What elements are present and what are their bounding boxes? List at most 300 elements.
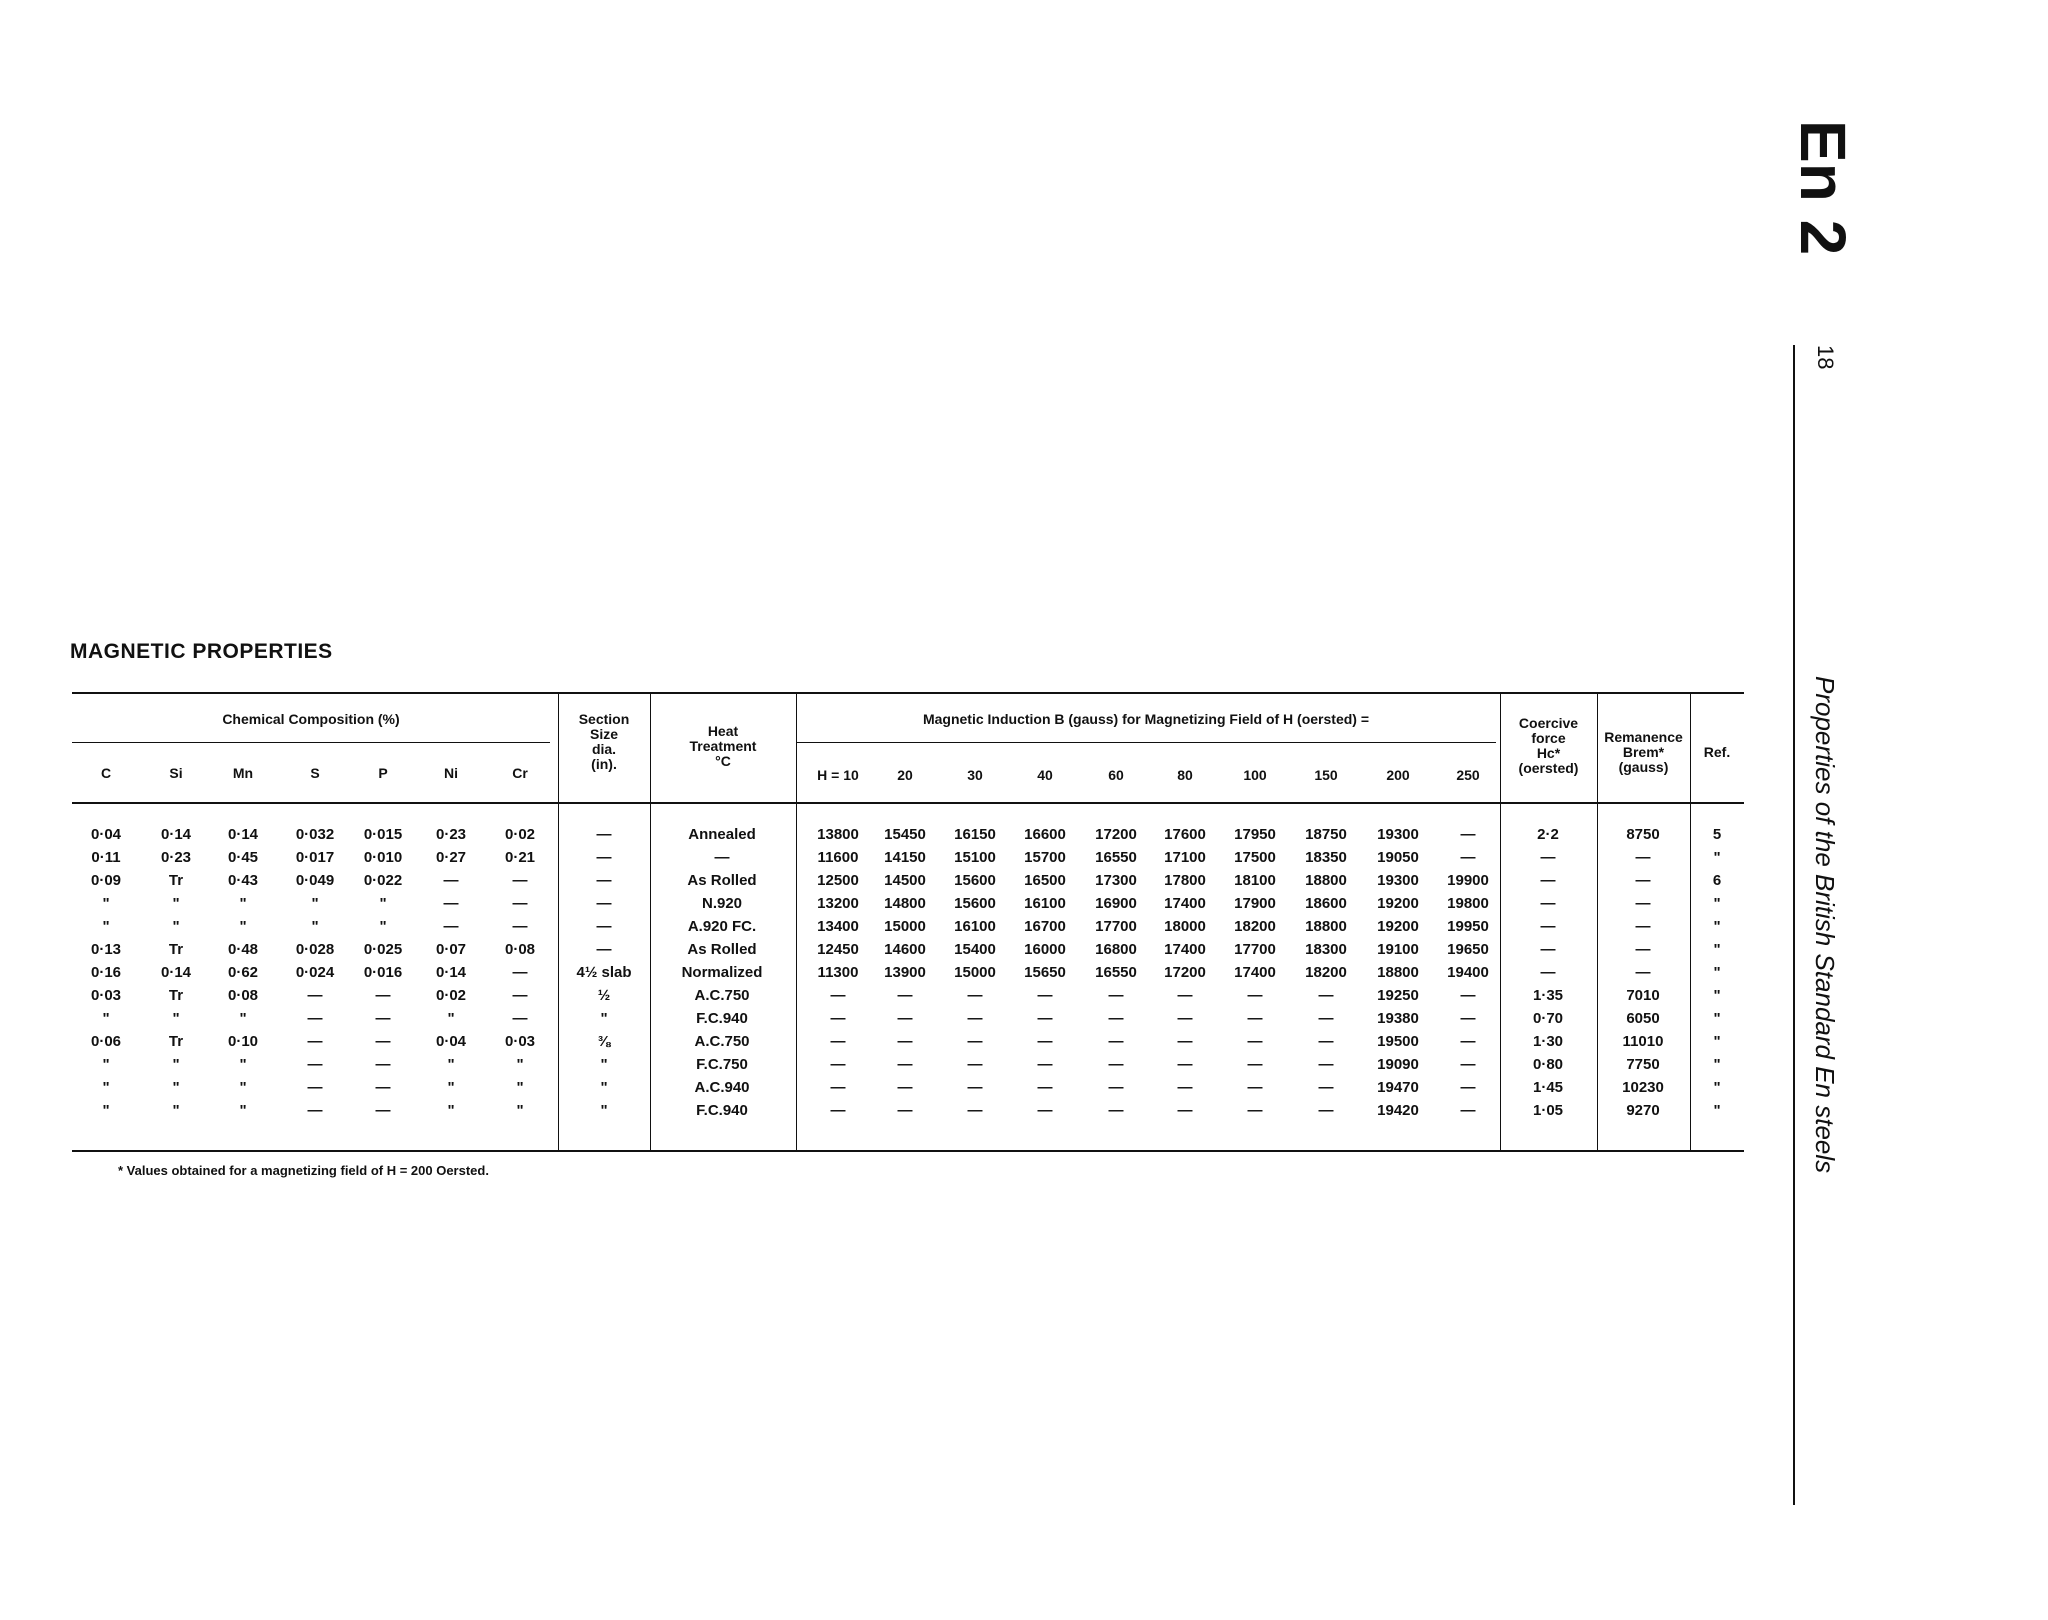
table-cell: — bbox=[897, 987, 913, 1004]
table-cell: 15000 bbox=[954, 964, 996, 981]
section-line-3: dia. bbox=[591, 741, 617, 757]
table-cell: 13400 bbox=[817, 918, 859, 935]
table-cell: 0·04 bbox=[90, 826, 122, 843]
section-size-header bbox=[558, 712, 650, 772]
table-cell: 16700 bbox=[1024, 918, 1066, 935]
table-cell: — bbox=[307, 1102, 323, 1119]
table-cell: 17950 bbox=[1234, 826, 1276, 843]
table-cell: — bbox=[443, 895, 459, 912]
table-cell: 0·049 bbox=[295, 872, 335, 889]
table-cell: — bbox=[512, 895, 528, 912]
table-cell: — bbox=[1540, 941, 1556, 958]
table-cell: " bbox=[102, 895, 110, 912]
table-cell: 1·45 bbox=[1532, 1079, 1564, 1096]
table-cell: — bbox=[967, 1056, 983, 1073]
table-cell: — bbox=[512, 1010, 528, 1027]
table-cell: 5 bbox=[1712, 826, 1722, 843]
table-cell: — bbox=[1318, 1056, 1334, 1073]
table-cell: " bbox=[1713, 1010, 1721, 1027]
table-cell: 19090 bbox=[1377, 1056, 1419, 1073]
table-cell: — bbox=[1247, 1079, 1263, 1096]
table-cell: " bbox=[379, 918, 387, 935]
table-cell: 13200 bbox=[817, 895, 859, 912]
table-cell: 0·032 bbox=[295, 826, 335, 843]
footnote: * Values obtained for a magnetizing field of H = 200 Oersted. bbox=[118, 1163, 489, 1178]
table-cell: 4½ slab bbox=[576, 964, 632, 981]
table-cell: — bbox=[1460, 1033, 1476, 1050]
table-cell: 19400 bbox=[1447, 964, 1489, 981]
page-number: 18 bbox=[1813, 345, 1838, 370]
table-cell: — bbox=[512, 918, 528, 935]
chem-col-header-si: Si bbox=[169, 765, 183, 781]
table-cell: — bbox=[596, 849, 612, 866]
steel-designation-title: En 2 bbox=[1787, 120, 1859, 256]
table-cell: 0·13 bbox=[90, 941, 122, 958]
table-cell: " bbox=[1713, 895, 1721, 912]
table-cell: " bbox=[239, 1102, 247, 1119]
table-cell: — bbox=[1108, 1102, 1124, 1119]
table-cell: 19470 bbox=[1377, 1079, 1419, 1096]
table-cell: — bbox=[443, 918, 459, 935]
table-cell: — bbox=[1177, 1079, 1193, 1096]
remanence-header bbox=[1597, 730, 1690, 775]
table-cell: — bbox=[307, 987, 323, 1004]
table-cell: — bbox=[1460, 1010, 1476, 1027]
table-cell: 0·27 bbox=[435, 849, 467, 866]
table-cell: 15400 bbox=[954, 941, 996, 958]
table-cell: " bbox=[1713, 1079, 1721, 1096]
table-cell: 19100 bbox=[1377, 941, 1419, 958]
table-cell: 16100 bbox=[1024, 895, 1066, 912]
table-cell: A.C.750 bbox=[694, 1033, 750, 1050]
table-cell: 0·10 bbox=[227, 1033, 259, 1050]
table-cell: Tr bbox=[168, 941, 184, 958]
table-cell: — bbox=[1247, 1010, 1263, 1027]
table-cell: — bbox=[1540, 964, 1556, 981]
h-col-header: 150 bbox=[1314, 767, 1338, 783]
table-cell: As Rolled bbox=[687, 941, 757, 958]
table-cell: — bbox=[897, 1010, 913, 1027]
table-cell: — bbox=[967, 1079, 983, 1096]
table-cell: 14150 bbox=[884, 849, 926, 866]
table-cell: 17800 bbox=[1164, 872, 1206, 889]
table-cell: — bbox=[1460, 1056, 1476, 1073]
remanence-line-1: Remanence bbox=[1604, 729, 1683, 745]
coercive-line-2: force bbox=[1531, 730, 1566, 746]
table-cell: " bbox=[1713, 941, 1721, 958]
table-cell: 18000 bbox=[1164, 918, 1206, 935]
table-cell: 19950 bbox=[1447, 918, 1489, 935]
table-cell: 19800 bbox=[1447, 895, 1489, 912]
table-cell: 17600 bbox=[1164, 826, 1206, 843]
table-cell: " bbox=[172, 895, 180, 912]
table-cell: 9270 bbox=[1626, 1102, 1660, 1119]
h-col-header: 20 bbox=[897, 767, 913, 783]
table-cell: 15000 bbox=[884, 918, 926, 935]
table-cell: 11300 bbox=[817, 964, 859, 981]
table-cell: " bbox=[447, 1102, 455, 1119]
coercive-force-header bbox=[1500, 716, 1597, 776]
table-cell: — bbox=[1460, 1102, 1476, 1119]
table-cell: 18200 bbox=[1305, 964, 1347, 981]
table-cell: — bbox=[596, 872, 612, 889]
table-cell: 1·05 bbox=[1532, 1102, 1564, 1119]
table-cell: 18800 bbox=[1377, 964, 1419, 981]
table-cell: 0·017 bbox=[295, 849, 335, 866]
table-cell: Tr bbox=[168, 987, 184, 1004]
book-title: Properties of the British Standard En steels bbox=[1810, 676, 1840, 1174]
table-cell: — bbox=[1037, 1010, 1053, 1027]
table-cell: " bbox=[1713, 918, 1721, 935]
table-cell: 13900 bbox=[884, 964, 926, 981]
table-cell: 0·23 bbox=[160, 849, 192, 866]
table-cell: 18800 bbox=[1305, 918, 1347, 935]
table-cell: — bbox=[830, 1079, 846, 1096]
table-cell: 15600 bbox=[954, 895, 996, 912]
table-cell: 0·43 bbox=[227, 872, 259, 889]
table-cell: " bbox=[102, 918, 110, 935]
table-cell: 0·010 bbox=[363, 849, 403, 866]
table-cell: — bbox=[830, 1056, 846, 1073]
table-cell: 14500 bbox=[884, 872, 926, 889]
table-cell: 19420 bbox=[1377, 1102, 1419, 1119]
coercive-line-3: Hc* bbox=[1536, 745, 1561, 761]
table-cell: " bbox=[600, 1010, 608, 1027]
table-cell: 17700 bbox=[1234, 941, 1276, 958]
table-cell: " bbox=[102, 1079, 110, 1096]
table-cell: A.C.940 bbox=[694, 1079, 750, 1096]
table-cell: 19300 bbox=[1377, 872, 1419, 889]
table-cell: 0·06 bbox=[90, 1033, 122, 1050]
table-cell: 0·14 bbox=[435, 964, 467, 981]
table-cell: — bbox=[1318, 987, 1334, 1004]
table-cell: " bbox=[102, 1010, 110, 1027]
table-cell: 16000 bbox=[1024, 941, 1066, 958]
coercive-line-4: (oersted) bbox=[1518, 760, 1579, 776]
table-cell: " bbox=[1713, 964, 1721, 981]
table-cell: — bbox=[1635, 918, 1651, 935]
table-cell: — bbox=[375, 1079, 391, 1096]
table-cell: " bbox=[239, 918, 247, 935]
table-cell: " bbox=[379, 895, 387, 912]
table-cell: 17200 bbox=[1164, 964, 1206, 981]
table-cell: " bbox=[311, 895, 319, 912]
table-cell: 7010 bbox=[1626, 987, 1660, 1004]
table-cell: — bbox=[1635, 941, 1651, 958]
table-cell: 0·62 bbox=[227, 964, 259, 981]
table-cell: 15100 bbox=[954, 849, 996, 866]
table-cell: 18100 bbox=[1234, 872, 1276, 889]
table-cell: 0·80 bbox=[1532, 1056, 1564, 1073]
table-cell: — bbox=[307, 1033, 323, 1050]
table-bottom-rule bbox=[72, 1150, 1744, 1152]
table-cell: " bbox=[516, 1056, 524, 1073]
table-cell: " bbox=[311, 918, 319, 935]
table-cell: 18300 bbox=[1305, 941, 1347, 958]
table-cell: — bbox=[830, 1102, 846, 1119]
table-cell: — bbox=[1037, 1079, 1053, 1096]
table-cell: — bbox=[375, 1010, 391, 1027]
table-cell: 0·14 bbox=[227, 826, 259, 843]
table-cell: " bbox=[447, 1056, 455, 1073]
table-cell: 17700 bbox=[1095, 918, 1137, 935]
h-col-header: 60 bbox=[1108, 767, 1124, 783]
section-line-4: (in). bbox=[591, 756, 617, 772]
table-cell: — bbox=[1177, 1010, 1193, 1027]
table-cell: — bbox=[1108, 1079, 1124, 1096]
table-cell: — bbox=[596, 895, 612, 912]
table-cell: " bbox=[239, 895, 247, 912]
table-cell: 6050 bbox=[1626, 1010, 1660, 1027]
table-cell: 0·08 bbox=[504, 941, 536, 958]
table-cell: — bbox=[967, 1033, 983, 1050]
divider-remanence-ref bbox=[1690, 694, 1691, 1150]
table-cell: 15450 bbox=[884, 826, 926, 843]
table-cell: — bbox=[512, 872, 528, 889]
h-col-header: 100 bbox=[1243, 767, 1267, 783]
table-cell: — bbox=[1318, 1033, 1334, 1050]
table-cell: — bbox=[596, 918, 612, 935]
table-cell: 0·14 bbox=[160, 826, 192, 843]
table-cell: Annealed bbox=[688, 826, 756, 843]
table-cell: 16550 bbox=[1095, 964, 1137, 981]
heat-line-2: Treatment bbox=[689, 738, 757, 754]
table-cell: — bbox=[1540, 895, 1556, 912]
table-cell: 19050 bbox=[1377, 849, 1419, 866]
chem-col-header-s: S bbox=[310, 765, 320, 781]
chem-composition-header: Chemical Composition (%) bbox=[222, 711, 400, 727]
table-cell: 0·04 bbox=[435, 1033, 467, 1050]
heat-treatment-header bbox=[650, 724, 796, 769]
table-cell: — bbox=[443, 872, 459, 889]
table-cell: — bbox=[830, 1033, 846, 1050]
table-cell: — bbox=[375, 1033, 391, 1050]
table-cell: 6 bbox=[1712, 872, 1722, 889]
table-cell: A.C.750 bbox=[694, 987, 750, 1004]
table-cell: 11010 bbox=[1622, 1033, 1664, 1050]
table-cell: " bbox=[516, 1102, 524, 1119]
table-cell: 16100 bbox=[954, 918, 996, 935]
remanence-line-2: Brem* bbox=[1622, 744, 1665, 760]
table-cell: — bbox=[1177, 1033, 1193, 1050]
table-cell: 0·11 bbox=[91, 849, 121, 866]
table-cell: 0·03 bbox=[90, 987, 122, 1004]
table-cell: 0·015 bbox=[363, 826, 403, 843]
table-cell: — bbox=[1540, 872, 1556, 889]
table-cell: 19250 bbox=[1377, 987, 1419, 1004]
table-cell: 16500 bbox=[1024, 872, 1066, 889]
table-cell: 0·70 bbox=[1532, 1010, 1564, 1027]
table-cell: — bbox=[897, 1056, 913, 1073]
table-cell: 19300 bbox=[1377, 826, 1419, 843]
table-cell: Tr bbox=[168, 1033, 184, 1050]
table-cell: " bbox=[600, 1079, 608, 1096]
table-cell: — bbox=[375, 1102, 391, 1119]
table-cell: F.C.940 bbox=[696, 1010, 748, 1027]
section-line-1: Section bbox=[578, 711, 630, 727]
table-cell: ½ bbox=[597, 987, 611, 1004]
table-cell: — bbox=[897, 1102, 913, 1119]
table-cell: 17400 bbox=[1164, 941, 1206, 958]
table-cell: — bbox=[1318, 1079, 1334, 1096]
table-cell: " bbox=[447, 1079, 455, 1096]
table-cell: — bbox=[1037, 1056, 1053, 1073]
table-cell: 0·07 bbox=[435, 941, 467, 958]
table-cell: 18750 bbox=[1305, 826, 1347, 843]
chem-col-header-p: P bbox=[378, 765, 388, 781]
table-cell: 1·35 bbox=[1532, 987, 1564, 1004]
table-cell: — bbox=[1177, 1056, 1193, 1073]
table-cell: " bbox=[1713, 1033, 1721, 1050]
table-cell: 14600 bbox=[884, 941, 926, 958]
table-cell: — bbox=[512, 987, 528, 1004]
table-cell: 19500 bbox=[1377, 1033, 1419, 1050]
h-col-header: 200 bbox=[1386, 767, 1410, 783]
table-cell: " bbox=[1713, 1102, 1721, 1119]
table-cell: — bbox=[1540, 849, 1556, 866]
table-cell: — bbox=[1177, 987, 1193, 1004]
table-cell: — bbox=[967, 1102, 983, 1119]
table-cell: 0·028 bbox=[295, 941, 335, 958]
table-cell: " bbox=[1713, 1056, 1721, 1073]
table-cell: 7750 bbox=[1626, 1056, 1660, 1073]
table-cell: " bbox=[239, 1056, 247, 1073]
divider-heat-induction bbox=[796, 694, 797, 1150]
table-cell: 0·024 bbox=[295, 964, 335, 981]
table-cell: 14800 bbox=[884, 895, 926, 912]
table-cell: F.C.940 bbox=[696, 1102, 748, 1119]
ref-header: Ref. bbox=[1703, 744, 1731, 760]
table-cell: — bbox=[830, 987, 846, 1004]
table-cell: 12500 bbox=[817, 872, 859, 889]
h-col-header: H = 10 bbox=[817, 767, 859, 783]
table-cell: 18350 bbox=[1305, 849, 1347, 866]
table-cell: N.920 bbox=[701, 895, 743, 912]
table-cell: 1·30 bbox=[1532, 1033, 1564, 1050]
table-top-rule bbox=[72, 692, 1744, 694]
table-cell: — bbox=[1037, 1102, 1053, 1119]
table-cell: " bbox=[172, 1010, 180, 1027]
table-cell: 17900 bbox=[1234, 895, 1276, 912]
table-cell: — bbox=[1460, 987, 1476, 1004]
side-rule bbox=[1793, 345, 1795, 1505]
table-cell: " bbox=[239, 1010, 247, 1027]
table-cell: — bbox=[1635, 872, 1651, 889]
remanence-line-3: (gauss) bbox=[1618, 759, 1669, 775]
table-cell: — bbox=[714, 849, 730, 866]
table-cell: 15650 bbox=[1024, 964, 1066, 981]
table-cell: — bbox=[1540, 918, 1556, 935]
table-cell: — bbox=[1108, 1056, 1124, 1073]
table-cell: Tr bbox=[168, 872, 184, 889]
table-cell: " bbox=[600, 1102, 608, 1119]
table-cell: 0·022 bbox=[363, 872, 403, 889]
table-cell: — bbox=[1177, 1102, 1193, 1119]
table-cell: 0·09 bbox=[90, 872, 122, 889]
table-cell: 13800 bbox=[817, 826, 859, 843]
table-cell: 0·45 bbox=[227, 849, 259, 866]
table-cell: — bbox=[830, 1010, 846, 1027]
table-cell: — bbox=[1460, 826, 1476, 843]
table-cell: " bbox=[1713, 987, 1721, 1004]
induction-group-header: Magnetic Induction B (gauss) for Magnetizing Field of H (oersted) = bbox=[922, 711, 1370, 727]
table-cell: — bbox=[596, 941, 612, 958]
table-cell: — bbox=[1318, 1010, 1334, 1027]
heat-line-3: °C bbox=[715, 753, 731, 769]
table-cell: — bbox=[375, 1056, 391, 1073]
table-cell: 17400 bbox=[1164, 895, 1206, 912]
chem-col-header-mn: Mn bbox=[232, 765, 254, 781]
table-cell: " bbox=[1713, 849, 1721, 866]
table-cell: — bbox=[1460, 1079, 1476, 1096]
table-cell: — bbox=[1460, 849, 1476, 866]
chem-group-rule bbox=[72, 742, 550, 743]
table-cell: 19200 bbox=[1377, 895, 1419, 912]
table-cell: 10230 bbox=[1622, 1079, 1664, 1096]
table-cell: 17300 bbox=[1095, 872, 1137, 889]
table-cell: — bbox=[512, 964, 528, 981]
h-col-header: 40 bbox=[1037, 767, 1053, 783]
table-cell: " bbox=[600, 1056, 608, 1073]
table-cell: — bbox=[1635, 849, 1651, 866]
table-cell: 18600 bbox=[1305, 895, 1347, 912]
table-cell: — bbox=[1108, 1033, 1124, 1050]
table-cell: 8750 bbox=[1626, 826, 1660, 843]
table-cell: — bbox=[1108, 987, 1124, 1004]
h-col-header: 80 bbox=[1177, 767, 1193, 783]
table-cell: — bbox=[897, 1033, 913, 1050]
table-cell: 19200 bbox=[1377, 918, 1419, 935]
table-cell: — bbox=[897, 1079, 913, 1096]
table-cell: F.C.750 bbox=[696, 1056, 748, 1073]
chem-col-header-ni: Ni bbox=[444, 765, 458, 781]
table-cell: — bbox=[1247, 1056, 1263, 1073]
table-cell: " bbox=[102, 1102, 110, 1119]
table-cell: 0·02 bbox=[504, 826, 536, 843]
table-cell: — bbox=[307, 1079, 323, 1096]
table-cell: — bbox=[1037, 1033, 1053, 1050]
coercive-line-1: Coercive bbox=[1518, 715, 1579, 731]
table-cell: 17200 bbox=[1095, 826, 1137, 843]
table-cell: " bbox=[447, 1010, 455, 1027]
table-cell: — bbox=[1037, 987, 1053, 1004]
table-cell: 0·48 bbox=[227, 941, 259, 958]
table-cell: ⅜ bbox=[597, 1033, 611, 1050]
section-heading: MAGNETIC PROPERTIES bbox=[70, 640, 333, 663]
h-col-header: 30 bbox=[967, 767, 983, 783]
table-cell: — bbox=[1247, 987, 1263, 1004]
table-cell: — bbox=[1635, 895, 1651, 912]
table-cell: " bbox=[172, 1079, 180, 1096]
table-cell: 19380 bbox=[1377, 1010, 1419, 1027]
table-cell: — bbox=[1247, 1102, 1263, 1119]
table-cell: — bbox=[307, 1010, 323, 1027]
table-cell: 0·03 bbox=[504, 1033, 536, 1050]
table-cell: 0·21 bbox=[504, 849, 536, 866]
table-cell: 0·23 bbox=[435, 826, 467, 843]
table-cell: 16150 bbox=[954, 826, 996, 843]
table-cell: " bbox=[239, 1079, 247, 1096]
table-cell: 16800 bbox=[1095, 941, 1137, 958]
table-cell: — bbox=[967, 1010, 983, 1027]
table-cell: 16550 bbox=[1095, 849, 1137, 866]
chem-col-header-c: C bbox=[100, 765, 112, 781]
table-cell: 0·02 bbox=[435, 987, 467, 1004]
table-cell: 0·025 bbox=[363, 941, 403, 958]
table-cell: 19900 bbox=[1447, 872, 1489, 889]
chem-col-header-cr: Cr bbox=[512, 765, 528, 781]
table-cell: Normalized bbox=[681, 964, 763, 981]
